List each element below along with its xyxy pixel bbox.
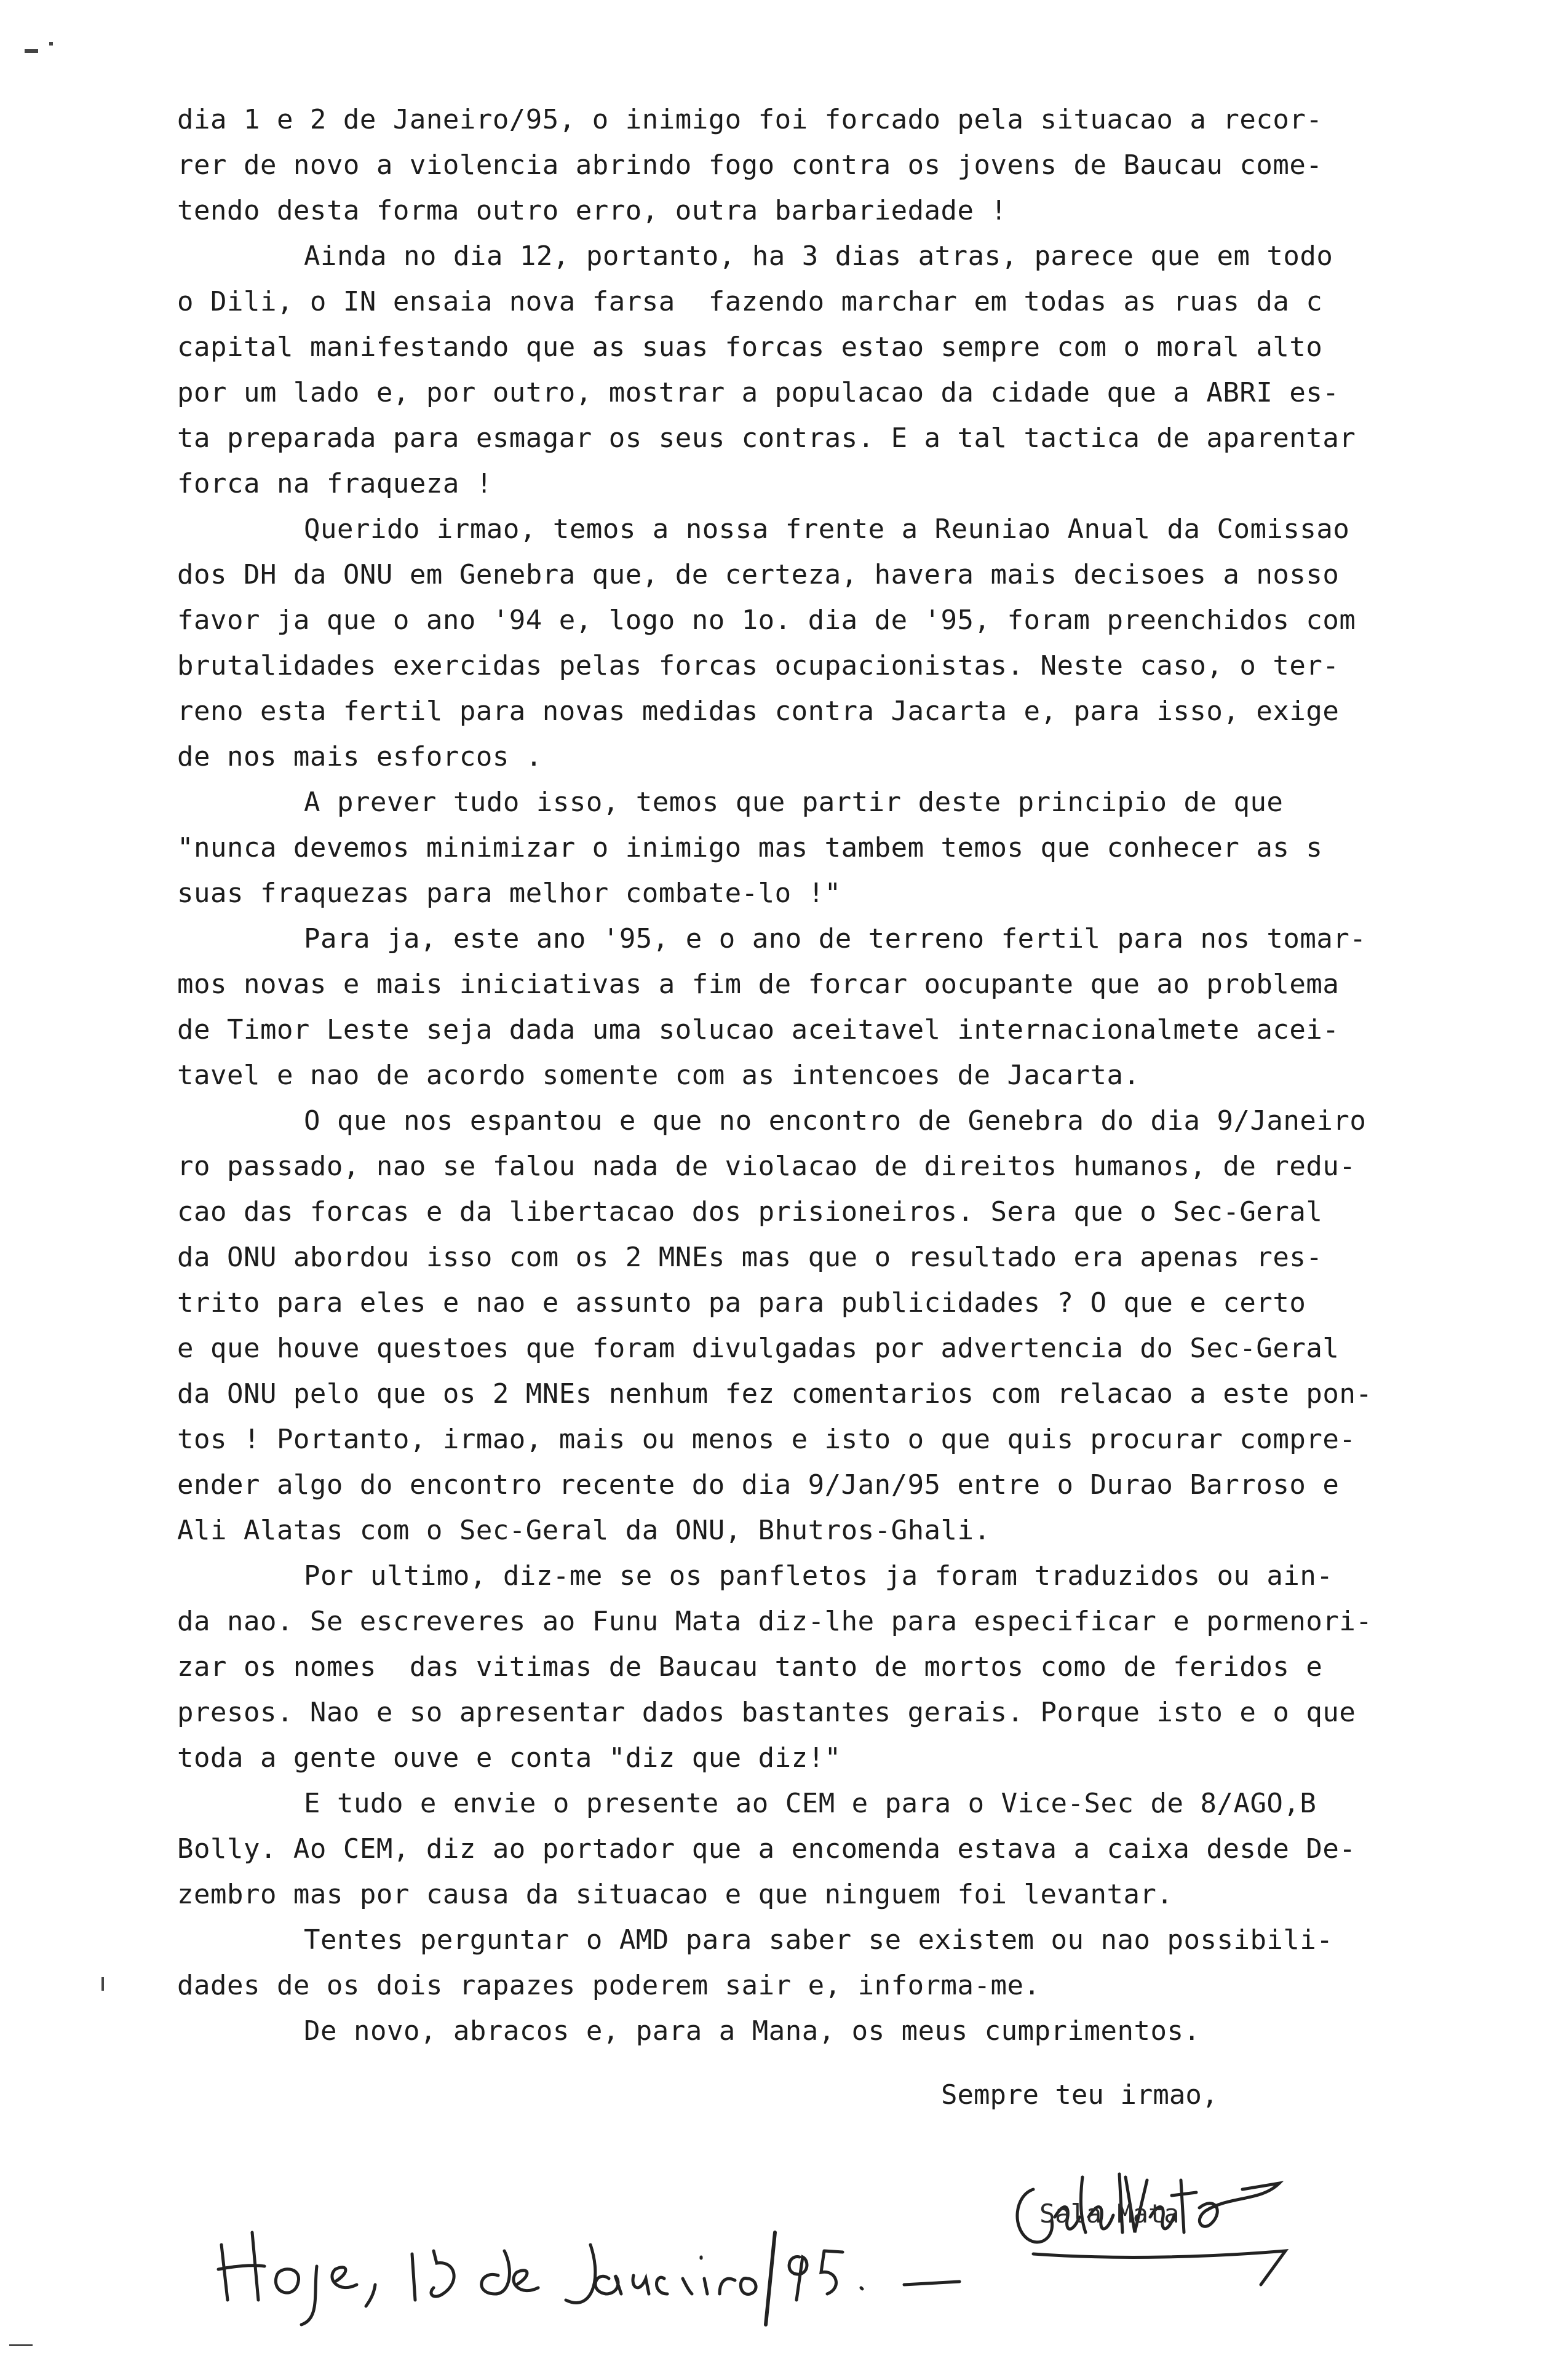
letter-line: De novo, abracos e, para a Mana, os meus cumprimentos. [304,2015,1201,2047]
letter-line: o Dili, o IN ensaia nova farsa fazendo marchar em todas as ruas da c [177,286,1323,317]
letter-body [177,97,1475,2054]
letter-line: de nos mais esforcos . [177,741,542,772]
letter-line: capital manifestando que as suas forcas estao sempre com o moral alto [177,331,1323,363]
letter-line: mos novas e mais iniciativas a fim de forcar oocupante que ao problema [177,969,1340,1000]
letter-line: presos. Nao e so apresentar dados bastantes gerais. Porque isto e o que [177,1697,1356,1728]
margin-tick [25,49,38,53]
letter-line: A prever tudo isso, temos que partir deste principio de que [304,787,1284,818]
letter-line: E tudo e envie o presente ao CEM e para o Vice-Sec de 8/AGO,B [304,1788,1317,1819]
letter-line: forca na fraqueza ! [177,468,493,499]
letter-line: da nao. Se escreveres ao Funu Mata diz-lhe para especificar e pormenori- [177,1606,1373,1637]
letter-line: Tentes perguntar o AMD para saber se existem ou nao possibili- [304,1924,1333,1956]
margin-tick [49,42,53,46]
letter-line: suas fraquezas para melhor combate-lo !" [177,878,841,909]
letter-line: trito para eles e nao e assunto pa para publicidades ? O que e certo [177,1287,1306,1319]
letter-line: Querido irmao, temos a nossa frente a Reuniao Anual da Comissao [304,514,1350,545]
letter-line: da ONU pelo que os 2 MNEs nenhum fez comentarios com relacao a este pon- [177,1378,1373,1410]
letter-line: reno esta fertil para novas medidas contra Jacarta e, para isso, exige [177,696,1340,727]
handwritten-date [209,2208,1009,2331]
letter-line: Por ultimo, diz-me se os panfletos ja foram traduzidos ou ain- [304,1560,1333,1592]
margin-tick [9,2344,33,2346]
letter-line: de Timor Leste seja dada uma solucao aceitavel internacionalmete acei- [177,1014,1340,1045]
letter-line: "nunca devemos minimizar o inimigo mas tambem temos que conhecer as s [177,832,1323,863]
letter-line: ender algo do encontro recente do dia 9/Jan/95 entre o Durao Barroso e [177,1469,1340,1501]
letter-line: tavel e nao de acordo somente com as intencoes de Jacarta. [177,1060,1140,1091]
letter-line: favor ja que o ano '94 e, logo no 1o. dia de '95, foram preenchidos com [177,605,1356,636]
letter-line: zembro mas por causa da situacao e que ninguem foi levantar. [177,1879,1174,1910]
letter-line: Ainda no dia 12, portanto, ha 3 dias atras, parece que em todo [304,240,1333,272]
typed-signature-name: Sala Mata [1039,2199,1180,2229]
letter-line: Para ja, este ano '95, e o ano de terreno fertil para nos tomar- [304,923,1367,954]
letter-line: toda a gente ouve e conta "diz que diz!" [177,1742,841,1774]
margin-tick [101,1977,104,1991]
letter-line: tendo desta forma outro erro, outra barbariedade ! [177,195,1007,226]
letter-line: Ali Alatas com o Sec-Geral da ONU, Bhutros-Ghali. [177,1515,991,1546]
letter-line: dia 1 e 2 de Janeiro/95, o inimigo foi forcado pela situacao a recor- [177,104,1323,135]
letter-line: zar os nomes das vitimas de Baucau tanto de mortos como de feridos e [177,1651,1323,1683]
letter-line: por um lado e, por outro, mostrar a populacao da cidade que a ABRI es- [177,377,1340,408]
letter-line: O que nos espantou e que no encontro de Genebra do dia 9/Janeiro [304,1105,1367,1136]
letter-line: brutalidades exercidas pelas forcas ocupacionistas. Neste caso, o ter- [177,650,1340,681]
letter-line: ro passado, nao se falou nada de violacao de direitos humanos, de redu- [177,1151,1356,1182]
letter-line: dades de os dois rapazes poderem sair e, informa-me. [177,1970,1041,2001]
letter-line: Bolly. Ao CEM, diz ao portador que a encomenda estava a caixa desde De- [177,1833,1356,1865]
closing-salutation: Sempre teu irmao, [941,2079,1218,2111]
letter-line: dos DH da ONU em Genebra que, de certeza, havera mais decisoes a nosso [177,559,1340,590]
letter-line: da ONU abordou isso com os 2 MNEs mas que o resultado era apenas res- [177,1242,1323,1273]
letter-line: ta preparada para esmagar os seus contras. E a tal tactica de aparentar [177,422,1356,454]
letter-line: e que houve questoes que foram divulgadas por advertencia do Sec-Geral [177,1333,1340,1364]
letter-line: tos ! Portanto, irmao, mais ou menos e isto o que quis procurar compre- [177,1424,1356,1455]
letter-line: rer de novo a violencia abrindo fogo contra os jovens de Baucau come- [177,149,1323,181]
letter-line: cao das forcas e da libertacao dos prisioneiros. Sera que o Sec-Geral [177,1196,1323,1228]
